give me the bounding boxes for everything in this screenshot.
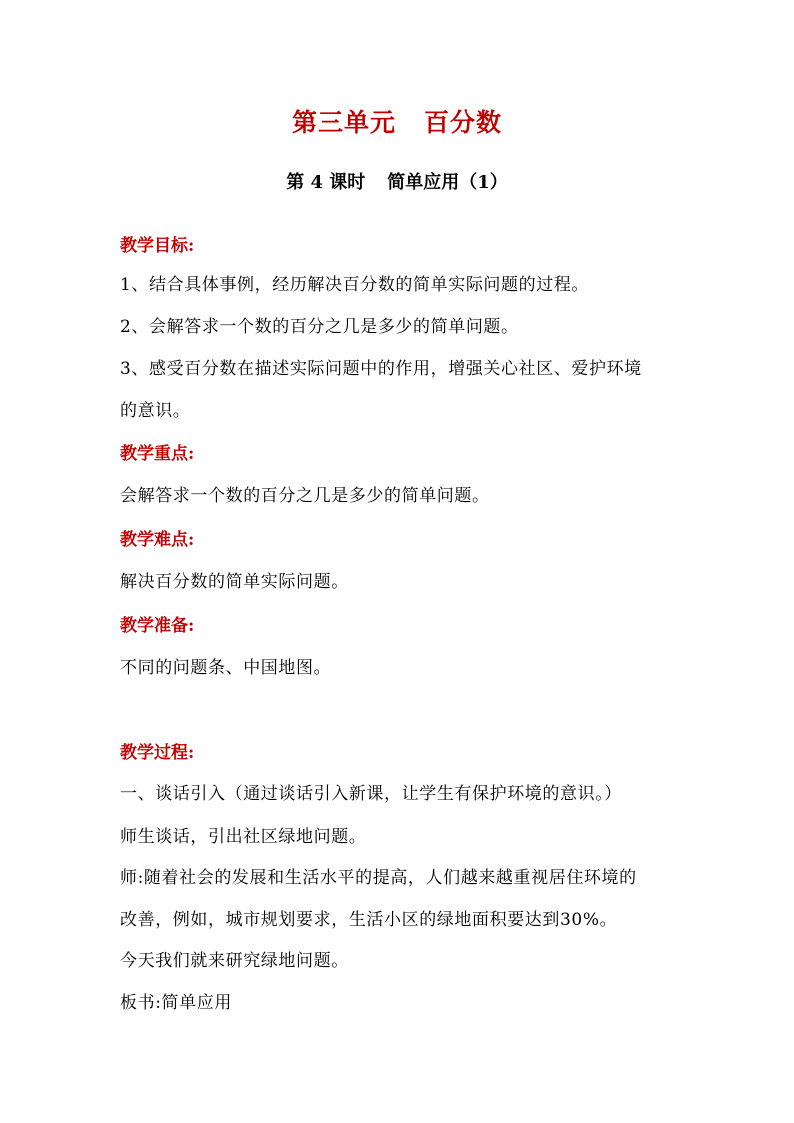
unit-topic: 百分数 [424,108,503,137]
objectives-heading: 教学目标: [120,236,195,256]
objective-item-3: 3、感受百分数在描述实际问题中的作用，增强关心社区、爱护环境 [120,359,642,379]
process-line-2: 师生谈话，引出社区绿地问题。 [120,827,367,847]
objective-item-1: 1、结合具体事例，经历解决百分数的简单实际问题的过程。 [120,275,590,295]
unit-label: 第三单元 [291,108,396,137]
process-line-4: 改善，例如，城市规划要求，生活小区的绿地面积要达到30%。 [120,910,618,930]
process-heading: 教学过程: [120,743,195,763]
process-line-5: 今天我们就来研究绿地问题。 [120,951,349,971]
process-line-3: 师:随着社会的发展和生活水平的提高，人们越来越重视居住环境的 [120,868,637,888]
document-title [0,103,794,139]
process-line-6: 板书:简单应用 [120,993,232,1013]
lesson-subtitle [0,168,794,194]
preparation-text: 不同的问题条、中国地图。 [120,658,332,678]
objective-item-2: 2、会解答求一个数的百分之几是多少的简单问题。 [120,317,519,337]
difficulties-text: 解决百分数的简单实际问题。 [120,572,349,592]
key-points-text: 会解答求一个数的百分之几是多少的简单问题。 [120,486,490,506]
objective-item-3-continued: 的意识。 [120,401,191,421]
lesson-name: 简单应用（1） [387,172,508,193]
preparation-heading: 教学准备: [120,616,195,636]
key-points-heading: 教学重点: [120,444,195,464]
difficulties-heading: 教学难点: [120,530,195,550]
lesson-number: 第 4 课时 [286,172,366,193]
process-line-1: 一、谈话引入（通过谈话引入新课，让学生有保护环境的意识。） [120,784,622,804]
